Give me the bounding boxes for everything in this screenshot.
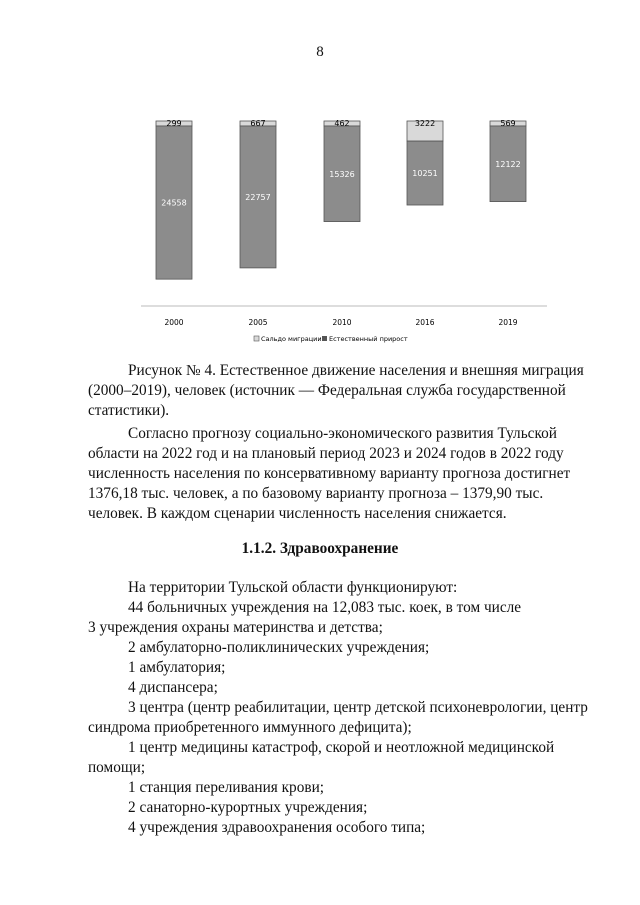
list-intro: На территории Тульской области функционируют: <box>128 579 458 596</box>
data-label-migration-2000: 299 <box>166 119 182 128</box>
list-item: 2 амбулаторно-поликлинических учреждения; <box>128 639 430 656</box>
figure-caption <box>88 361 593 421</box>
caption-line: Рисунок № 4. Естественное движение населения и внешняя миграция <box>128 362 584 379</box>
list-item: 44 больничных учреждения на 12,083 тыс. коек, в том числе <box>128 599 522 616</box>
legend-swatch-natural <box>322 336 327 341</box>
chart-bars <box>156 119 526 279</box>
list-item: помощи; <box>88 759 146 776</box>
list-item: 4 учреждения здравоохранения особого типа; <box>128 819 426 836</box>
paragraph-line: области на 2022 год и на плановый период 2023 и 2024 годов в 2022 году <box>88 445 564 462</box>
legend-label-natural: Естественный прирост <box>329 335 408 343</box>
x-tick-label-2019: 2019 <box>498 318 518 327</box>
list-item: синдрома приобретенного иммунного дефицита); <box>88 719 412 736</box>
migration-chart <box>0 0 640 360</box>
x-tick-label-2016: 2016 <box>415 318 435 327</box>
paragraph-line: Согласно прогнозу социально-экономического развития Тульской <box>128 425 557 442</box>
data-label-migration-2016: 3222 <box>414 119 436 128</box>
chart-x-ticks <box>164 318 517 327</box>
section-heading: 1.1.2. Здравоохранение <box>241 540 399 557</box>
list-item: 3 учреждения охраны материнства и детства; <box>88 619 383 636</box>
legend-swatch-migration <box>254 336 259 341</box>
x-tick-label-2005: 2005 <box>248 318 268 327</box>
paragraph-line: 1376,18 тыс. человек, а по базовому варианту прогноза – 1379,90 тыс. <box>88 485 544 502</box>
data-label-migration-2010: 462 <box>334 119 350 128</box>
list-item: 1 станция переливания крови; <box>128 779 325 796</box>
x-tick-label-2010: 2010 <box>332 318 352 327</box>
forecast-paragraph <box>88 424 593 524</box>
list-item: 4 диспансера; <box>128 679 218 696</box>
paragraph-line: численность населения по консервативному варианту прогноза достигнет <box>88 465 571 482</box>
caption-line: (2000–2019), человек (источник — Федеральная служба государственной <box>88 382 566 399</box>
x-tick-label-2000: 2000 <box>164 318 184 327</box>
data-label-migration-2005: 667 <box>250 119 266 128</box>
list-item: 1 амбулатория; <box>128 659 226 676</box>
list-item: 3 центра (центр реабилитации, центр детской психоневрологии, центр <box>128 699 588 716</box>
data-label-migration-2019: 569 <box>500 119 516 128</box>
legend-label-migration: Сальдо миграции <box>261 335 322 343</box>
data-label-natural-2016: 10251 <box>412 169 438 179</box>
page-number: 8 <box>316 44 324 60</box>
data-label-natural-2005: 22757 <box>245 192 271 202</box>
caption-line: статистики). <box>88 402 170 419</box>
facilities-list <box>88 578 593 838</box>
data-label-natural-2000: 24558 <box>161 198 187 208</box>
data-label-natural-2019: 12122 <box>495 159 521 169</box>
list-item: 1 центр медицины катастроф, скорой и неотложной медицинской <box>128 739 555 756</box>
data-label-natural-2010: 15326 <box>329 169 355 179</box>
paragraph-line: человек. В каждом сценарии численность населения снижается. <box>88 505 507 522</box>
list-item: 2 санаторно-курортных учреждения; <box>128 799 368 816</box>
chart-legend <box>254 335 408 343</box>
